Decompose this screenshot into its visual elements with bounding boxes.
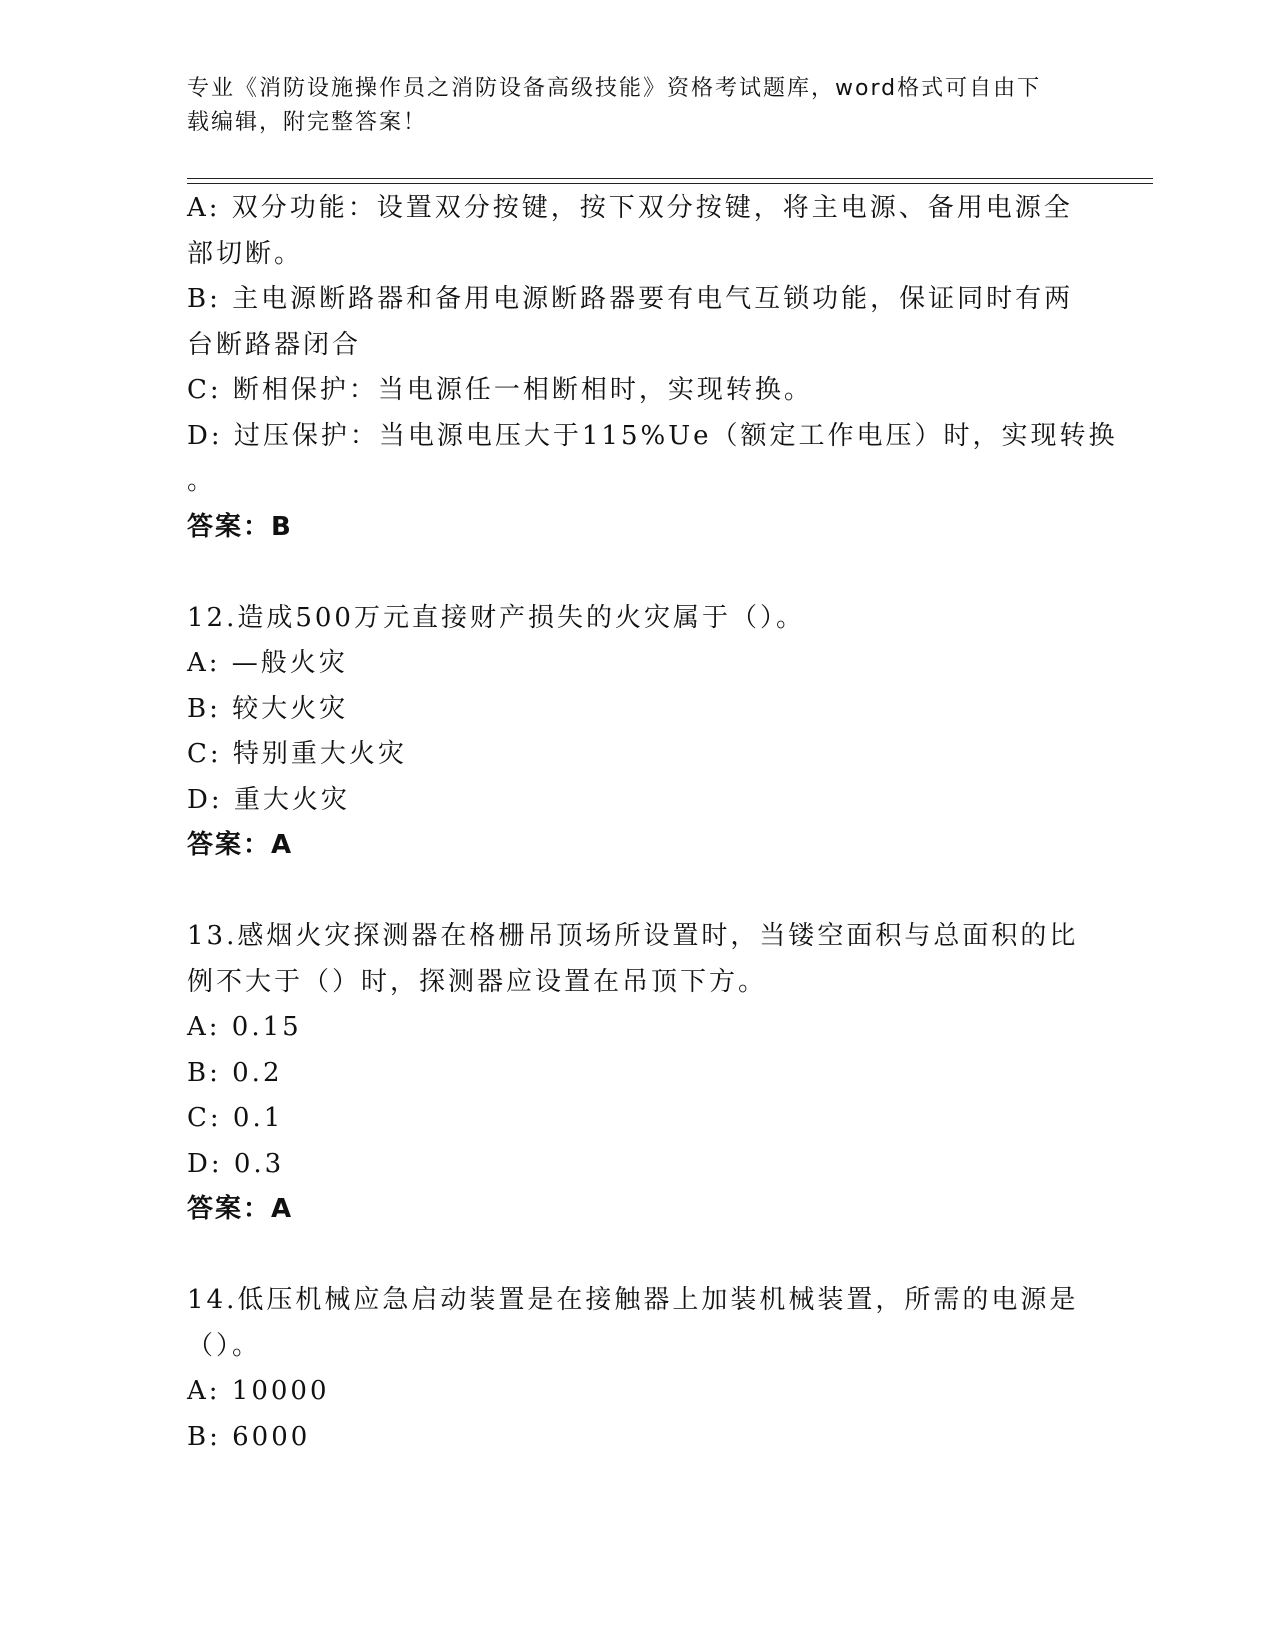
question-12-block: [187, 596, 1087, 869]
option-a-continued: 部切断。: [187, 238, 304, 269]
header-line-2: 载编辑，附完整答案！: [187, 110, 428, 135]
header-divider-top: [187, 178, 1153, 179]
question-text-continued: （）。: [187, 1330, 262, 1361]
option-d: D: 重大火灾: [187, 784, 350, 815]
option-b: B: 主电源断路器和备用电源断路器要有电气互锁功能，保证同时有两: [187, 284, 1074, 314]
option-b-continued: 台断路器闭合: [187, 329, 362, 360]
header-line-1: 专业《消防设施操作员之消防设备高级技能》资格考试题库，word格式可自由下: [187, 76, 1042, 101]
option-b: B: 较大火灾: [187, 693, 349, 724]
question-text: 14.低压机械应急启动装置是在接触器上加装机械装置，所需的电源是: [187, 1285, 1079, 1315]
option-b: B: 0.2: [187, 1057, 283, 1088]
option-a: A: 双分功能：设置双分按键，按下双分按键，将主电源、备用电源全: [187, 193, 1073, 223]
option-c: C: 特别重大火灾: [187, 739, 407, 769]
spacer: [187, 869, 1087, 915]
question-13-block: [187, 914, 1087, 1233]
prev-question-block: [187, 186, 1118, 550]
option-a: A: 10000: [187, 1376, 330, 1406]
option-c: C: 0.1: [187, 1103, 284, 1133]
option-c: C: 断相保护：当电源任一相断相时，实现转换。: [187, 375, 813, 405]
spacer: [187, 1233, 1087, 1279]
spacer: [187, 550, 1087, 596]
answer-label: 答案：A: [187, 830, 294, 860]
option-a: A: 0.15: [187, 1012, 302, 1042]
option-b: B: 6000: [187, 1421, 311, 1452]
option-d-continued: 。: [187, 466, 217, 496]
option-d: D: 0.3: [187, 1148, 285, 1179]
question-content: [187, 186, 1118, 1460]
answer-label: 答案：A: [187, 1194, 294, 1224]
header-divider-bottom: [187, 183, 1153, 184]
option-a: A: —般火灾: [187, 648, 348, 678]
question-text: 13.感烟火灾探测器在格栅吊顶场所设置时，当镂空面积与总面积的比: [187, 921, 1079, 951]
question-14-block: [187, 1278, 1087, 1460]
answer-label: 答案：B: [187, 511, 293, 542]
question-text-continued: 例不大于（）时，探测器应设置在吊顶下方。: [187, 966, 768, 997]
document-header: [187, 72, 1067, 140]
option-d: D: 过压保护：当电源电压大于115%Ue（额定工作电压）时，实现转换: [187, 420, 1118, 451]
question-text: 12.造成500万元直接财产损失的火灾属于（）。: [187, 602, 805, 633]
